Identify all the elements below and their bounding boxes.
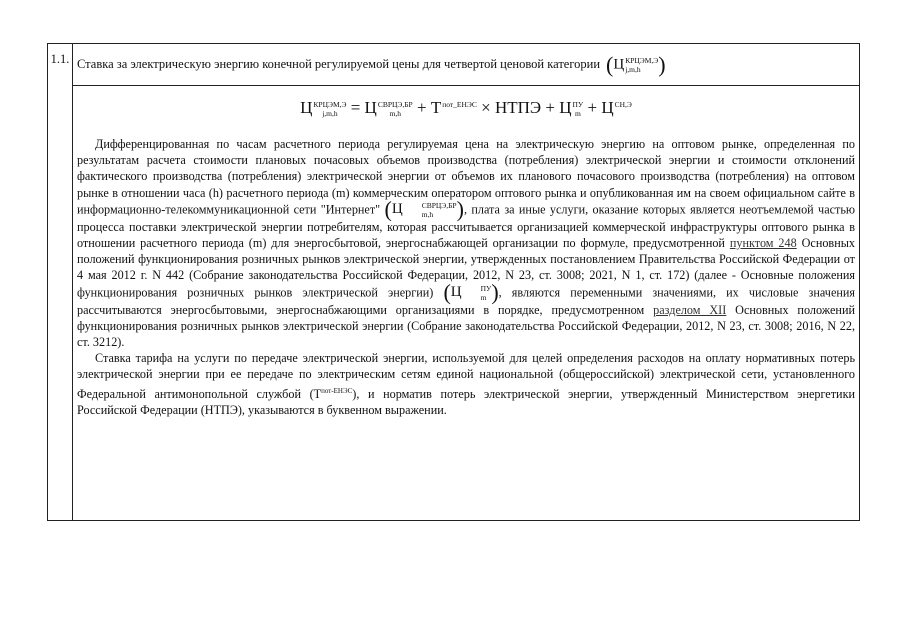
table-content-cell (73, 86, 859, 520)
explanation-text (77, 136, 855, 418)
symbol-t-enes: $Т^{пот-ЕНЭС}$ (313, 386, 353, 401)
price-formula: Ц КРЦЭМ,Э j,m,h = Ц СВРЦЭ,БР m,h + Т пот_ЕНЭС × НТПЭ + Ц ПУ m + Ц СН,Э (300, 98, 632, 119)
symbol-pu: (Ц ПУ m ) (443, 279, 499, 305)
content-table (47, 43, 860, 521)
header-symbol: (Ц КРЦЭМ,Э j,m,h ) (606, 51, 666, 77)
row-number: 1.1. (48, 44, 73, 520)
paragraph-2: Ставка тарифа на услуги по передаче электрической энергии, используемой для целей определения расходов на оплату нормативных потерь электрической энергии при ее передаче по электрическим сетям единой национальной (общероссийской) электрической сети, установленного Федеральной антимонопольной службой $(Т^{пот-ЕНЭС})$, и норматив потерь электрической энергии, утвержденный Министерством энергетики Российской Федерации (НТПЭ), указываются в буквенном выражении. (77, 351, 856, 417)
link-razdel-xii[interactable]: разделом XII (653, 302, 727, 317)
link-punkt-248[interactable]: пунктом 248 (729, 236, 797, 251)
symbol-svrce: (Ц СВРЦЭ,БР m,h ) (384, 196, 464, 222)
paragraph-1: Дифференцированная по часам расчетного периода регулируемая цена на электрическую энергию на оптовом рынке, определенная по результатам расчета стоимости плановых почасовых объемов производства (потребления) электрической энергии и стоимости отклонений фактического производства (потребления) электрической энергии от объемов их планового почасового производства (потребления) на оптовом рынке в отношении часа (h) расчетного периода (m) коммерческим оператором оптового рынка и опубликованная им на своем официальном сайте в информационно-телекоммуникационной сети "Интернет" (Ц СВРЦЭ,БР m,h ), плата за иные услуги, оказание которых является неотъемлемой частью процесса поставки электрической энергии потребителям, которая рассчитывается организацией коммерческой инфраструктуры оптового рынка в отношении расчетного периода (m) для энергосбытовой, энергоснабжающей организации по формуле, предусмотренной пунктом 248 Основных положений функционирования розничных рынков электрической энергии, утвержденных постановлением Правительства Российской Федерации от 4 мая 2012 г. N 442 (Собрание законодательства Российской Федерации, 2012, N 23, ст. 3008; 2021, N 1, ст. 172) (далее - Основные положения функционирования розничных рынков электрической энергии) (Ц ПУ m ), являются переменными значениями, их числовые значения рассчитываются энергосбытовыми, энергоснабжающими организациями в порядке, предусмотренном разделом XII Основных положений функционирования розничных рынков электрической энергии (Собрание законодательства Российской Федерации, 2012, N 23, ст. 3008; 2016, N 22, ст. 3212). (77, 137, 855, 350)
header-title: Ставка за электрическую энергию конечной регулируемой цены для четвертой ценовой категории (77, 57, 601, 71)
table-header-row (73, 44, 859, 86)
